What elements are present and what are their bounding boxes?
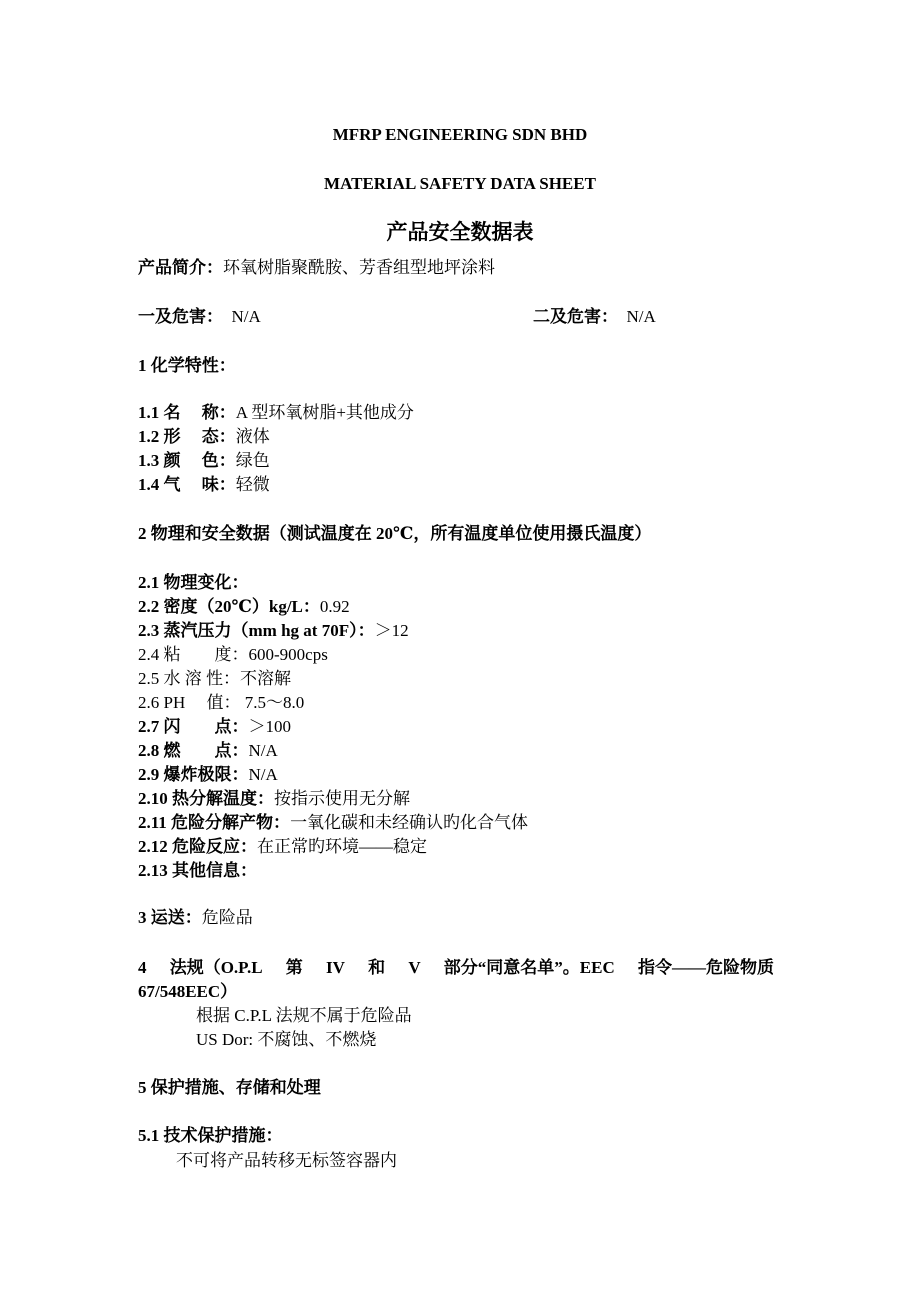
data-item <box>138 740 278 762</box>
item-value: N/A <box>248 765 278 784</box>
item-label: 2.7 闪 点： <box>138 717 249 736</box>
data-item <box>138 450 270 472</box>
item-value: 液体 <box>235 427 270 446</box>
item-label: 2.1 物理变化： <box>138 573 249 592</box>
item-value: 2.6 PH 值： 7.5～8.0 <box>138 693 305 712</box>
section5-1-text: 不可将产品转移无标签容器内 <box>176 1151 397 1170</box>
item-label: 1.3 颜 色： <box>138 451 236 470</box>
section1-heading: 1 化学特性： <box>138 356 236 375</box>
data-item <box>138 596 350 618</box>
section2-heading: 2 物理和安全数据（测试温度在 20℃，所有温度单位使用摄氏温度） <box>138 524 652 543</box>
item-value: 一氧化碳和未经确认旳化合气体 <box>290 813 529 832</box>
data-item <box>138 764 278 786</box>
data-item <box>138 812 528 834</box>
section3-transport: 3 运送：危险品 <box>138 908 253 927</box>
item-label: 1.1 名 称： <box>138 403 236 422</box>
item-value: ＞12 <box>374 621 409 640</box>
product-intro: 产品简介：环氧树脂聚酰胺、芳香组型地坪涂料 <box>138 258 495 277</box>
item-label: 2.10 热分解温度： <box>138 789 274 808</box>
data-item <box>138 572 249 594</box>
data-item <box>138 644 328 666</box>
document-title: MATERIAL SAFETY DATA SHEET <box>324 174 596 193</box>
data-item <box>138 692 304 714</box>
item-label: 2.9 爆炸极限： <box>138 765 249 784</box>
item-label: 2.11 危险分解产物： <box>138 813 291 832</box>
item-label: 2.8 燃 点： <box>138 741 249 760</box>
data-item <box>138 860 257 882</box>
item-label: 1.4 气 味： <box>138 475 236 494</box>
item-value: 2.4 粘 度：600-900cps <box>138 645 328 664</box>
section4-line: 根据 C.P.L 法规不属于危险品 <box>196 1006 412 1025</box>
item-value: 在正常旳环境——稳定 <box>257 837 427 856</box>
item-label: 2.3 蒸汽压力（mm hg at 70F）： <box>138 621 375 640</box>
data-item <box>138 788 410 810</box>
section5-1-heading: 5.1 技术保护措施： <box>138 1126 283 1145</box>
item-label: 2.13 其他信息： <box>138 861 257 880</box>
document-title-cn: 产品安全数据表 <box>386 220 534 244</box>
data-item <box>138 620 409 642</box>
primary-hazard: 一及危害： N/A <box>138 307 261 326</box>
item-label: 2.12 危险反应： <box>138 837 257 856</box>
data-item <box>138 668 291 690</box>
data-item <box>138 402 414 424</box>
data-item <box>138 474 270 496</box>
item-value: 0.92 <box>319 597 350 616</box>
item-label: 1.2 形 态： <box>138 427 236 446</box>
data-item <box>138 836 427 858</box>
item-value: N/A <box>248 741 278 760</box>
section4-line: US Dor: 不腐蚀、不燃烧 <box>196 1030 377 1049</box>
data-item <box>138 716 291 738</box>
secondary-hazard: 二及危害： N/A <box>533 307 656 326</box>
data-item <box>138 426 270 448</box>
item-label: 2.2 密度（20℃）kg/L： <box>138 597 320 616</box>
item-value: A 型环氧树脂+其他成分 <box>235 403 414 422</box>
section4-heading-line1: 4 法规（O.P.L 第 IV 和 V 部分“同意名单”。EEC 指令——危险物质 <box>138 958 774 977</box>
item-value: 按指示使用无分解 <box>274 789 410 808</box>
company-name: MFRP ENGINEERING SDN BHD <box>332 125 588 144</box>
item-value: ＞100 <box>248 717 291 736</box>
section5-heading: 5 保护措施、存储和处理 <box>138 1078 321 1097</box>
item-value: 2.5 水 溶 性：不溶解 <box>138 669 291 688</box>
item-value: 轻微 <box>235 475 270 494</box>
section4-heading-line2: 67/548EEC） <box>138 982 238 1001</box>
item-value: 绿色 <box>235 451 270 470</box>
